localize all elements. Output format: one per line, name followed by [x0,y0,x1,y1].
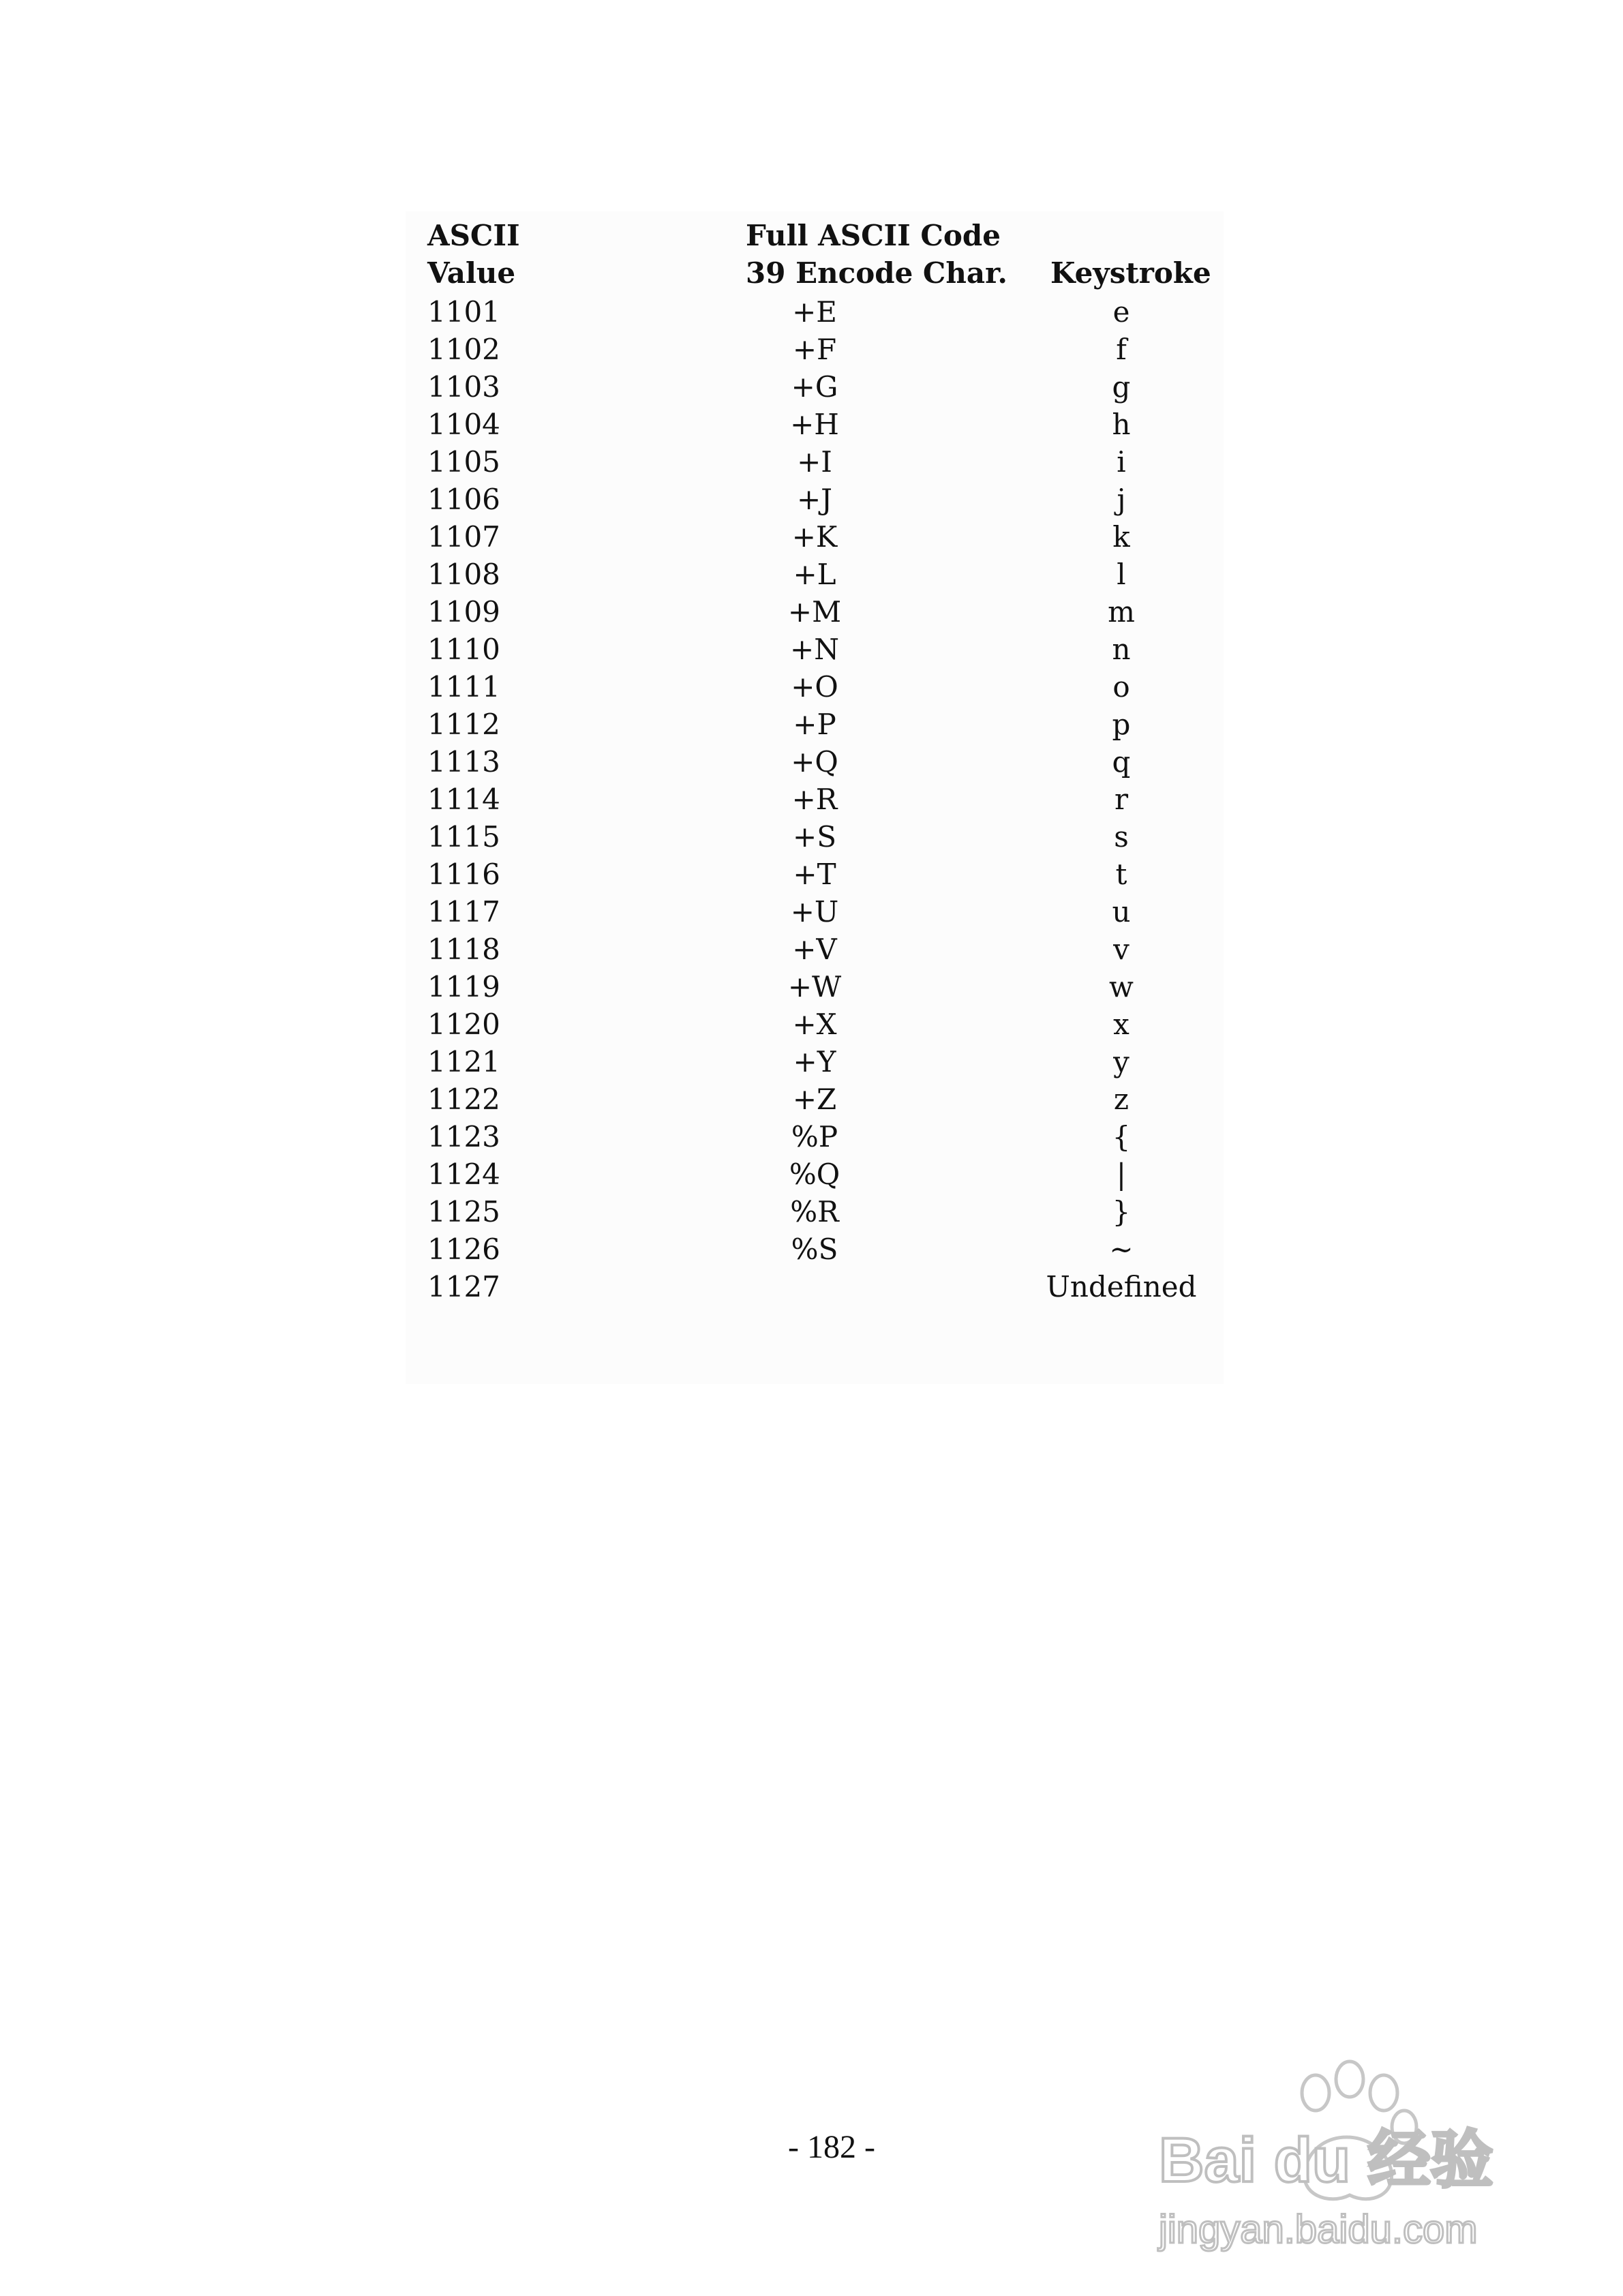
keystroke-cell: p [1112,708,1131,741]
code39-char-cell: +P [793,708,836,741]
ascii-value-cell: 1121 [427,1045,500,1078]
table-row [427,1043,1211,1081]
code39-char-cell: +S [793,820,836,854]
ascii-value-cell: 1109 [427,595,500,629]
code39-char-cell: +M [787,595,842,629]
keystroke-cell: q [1112,745,1131,779]
keystroke-cell: | [1116,1158,1127,1191]
keystroke-cell: e [1112,295,1130,329]
keystroke-cell: k [1112,520,1130,554]
code39-char-cell: +T [793,858,836,891]
ascii-value-cell: 1107 [427,520,500,554]
watermark-main-text: Bai du 经验 [1159,2126,1493,2195]
keystroke-cell: h [1112,408,1131,441]
page-number: - 182 - [788,2129,875,2165]
keystroke-cell: j [1117,483,1126,516]
ascii-value-cell: 1106 [427,483,500,516]
paw-icon-toe-1 [1302,2075,1329,2111]
code39-char-cell: +O [791,670,838,704]
code39-char-cell: %S [791,1233,838,1266]
ascii-value-cell: 1114 [427,783,500,816]
table-row [427,443,1211,481]
ascii-value-cell: 1105 [427,445,500,479]
ascii-value-cell: 1116 [427,858,500,891]
keystroke-cell: i [1117,445,1126,479]
keystroke-cell: f [1116,333,1127,366]
watermark-sub-text: jingyan.baidu.com [1159,2207,1478,2252]
keystroke-cell: z [1113,1083,1129,1116]
keystroke-cell: r [1114,783,1129,816]
ascii-value-cell: 1118 [427,933,500,966]
ascii-value-cell: 1127 [427,1270,500,1303]
keystroke-cell: n [1112,633,1131,666]
table-row [427,893,1211,931]
ascii-value-cell: 1126 [427,1233,500,1266]
ascii-value-cell: 1122 [427,1083,500,1116]
ascii-value-cell: 1110 [427,633,500,666]
code39-char-cell: +L [793,558,836,591]
code39-char-cell: +I [797,445,832,479]
ascii-value-cell: 1115 [427,820,500,854]
table-row [427,631,1211,668]
keystroke-cell: o [1112,670,1130,704]
ascii-value-cell: 1120 [427,1008,500,1041]
ascii-value-cell: 1108 [427,558,500,591]
table-row [427,706,1211,743]
code39-char-cell: +E [792,295,837,329]
header-full-ascii-code [746,217,1007,292]
ascii-value-cell: 1117 [427,895,500,928]
table-row [427,856,1211,893]
table-row [427,818,1211,856]
table-row [427,1230,1211,1268]
table-row [427,968,1211,1006]
ascii-value-cell: 1124 [427,1158,500,1191]
table-row [427,781,1211,818]
ascii-value-cell: 1112 [427,708,500,741]
code39-char-cell: +Z [792,1083,837,1116]
code39-char-cell: +W [787,970,842,1003]
table-row [427,1118,1211,1155]
table-row [427,1081,1211,1118]
table-row [427,668,1211,706]
keystroke-cell: l [1117,558,1126,591]
code39-char-cell: +X [792,1008,837,1041]
code39-char-cell: +V [792,933,837,966]
ascii-value-cell: 1104 [427,408,500,441]
table-row [427,1268,1211,1305]
table-row [427,481,1211,518]
keystroke-cell: t [1115,858,1127,891]
keystroke-cell: u [1112,895,1131,928]
ascii-value-cell: 1113 [427,745,500,779]
table-row [427,518,1211,556]
table-row [427,406,1211,443]
header-keystroke: Keystroke [1050,256,1211,290]
table-body [427,293,1211,1305]
paw-icon-toe-2 [1336,2061,1363,2097]
ascii-value-cell: 1111 [427,670,500,704]
keystroke-cell: g [1112,370,1131,404]
code39-char-cell: %P [791,1120,838,1153]
header-ascii-line2: Value [427,256,516,290]
table-row [427,1006,1211,1043]
table-row [427,368,1211,406]
header-full-line1: Full ASCII Code [746,219,1001,252]
ascii-value-cell: 1103 [427,370,500,404]
table-row [427,743,1211,781]
keystroke-cell: s [1114,820,1129,854]
baidu-jingyan-watermark [1152,2059,1534,2263]
code39-char-cell: +H [790,408,839,441]
code39-char-cell: +U [790,895,839,928]
ascii-value-cell: 1102 [427,333,500,366]
header-ascii-value [427,217,520,292]
code39-char-cell: +Y [793,1045,836,1078]
keystroke-cell: y [1113,1045,1129,1078]
table-row [427,556,1211,593]
header-ascii-line1: ASCII [427,219,520,252]
keystroke-cell: x [1113,1008,1129,1041]
code39-char-cell: +K [791,520,838,554]
keystroke-cell: { [1112,1120,1131,1153]
code39-char-cell: +R [791,783,838,816]
code39-char-cell: %Q [789,1158,840,1191]
ascii-value-cell: 1125 [427,1195,500,1228]
table-row [427,331,1211,368]
code39-char-cell: +N [790,633,839,666]
keystroke-cell: Undefined [1046,1270,1197,1303]
ascii-value-cell: 1101 [427,295,500,329]
code39-char-cell: +G [791,370,838,404]
table-row [427,593,1211,631]
code39-char-cell: +J [796,483,833,516]
keystroke-cell: m [1108,595,1135,629]
table-row [427,293,1211,331]
paw-icon-toe-3 [1370,2075,1397,2111]
keystroke-cell: w [1109,970,1134,1003]
header-full-line2: 39 Encode Char. [746,256,1007,290]
table-row [427,1155,1211,1193]
ascii-value-cell: 1119 [427,970,500,1003]
ascii-value-cell: 1123 [427,1120,500,1153]
keystroke-cell: } [1112,1195,1131,1228]
keystroke-cell: v [1113,933,1129,966]
keystroke-cell: ~ [1109,1233,1134,1266]
code39-char-cell: +F [792,333,837,366]
code39-char-cell: +Q [791,745,838,779]
table-row [427,931,1211,968]
table-row [427,1193,1211,1230]
code39-char-cell: %R [790,1195,839,1228]
